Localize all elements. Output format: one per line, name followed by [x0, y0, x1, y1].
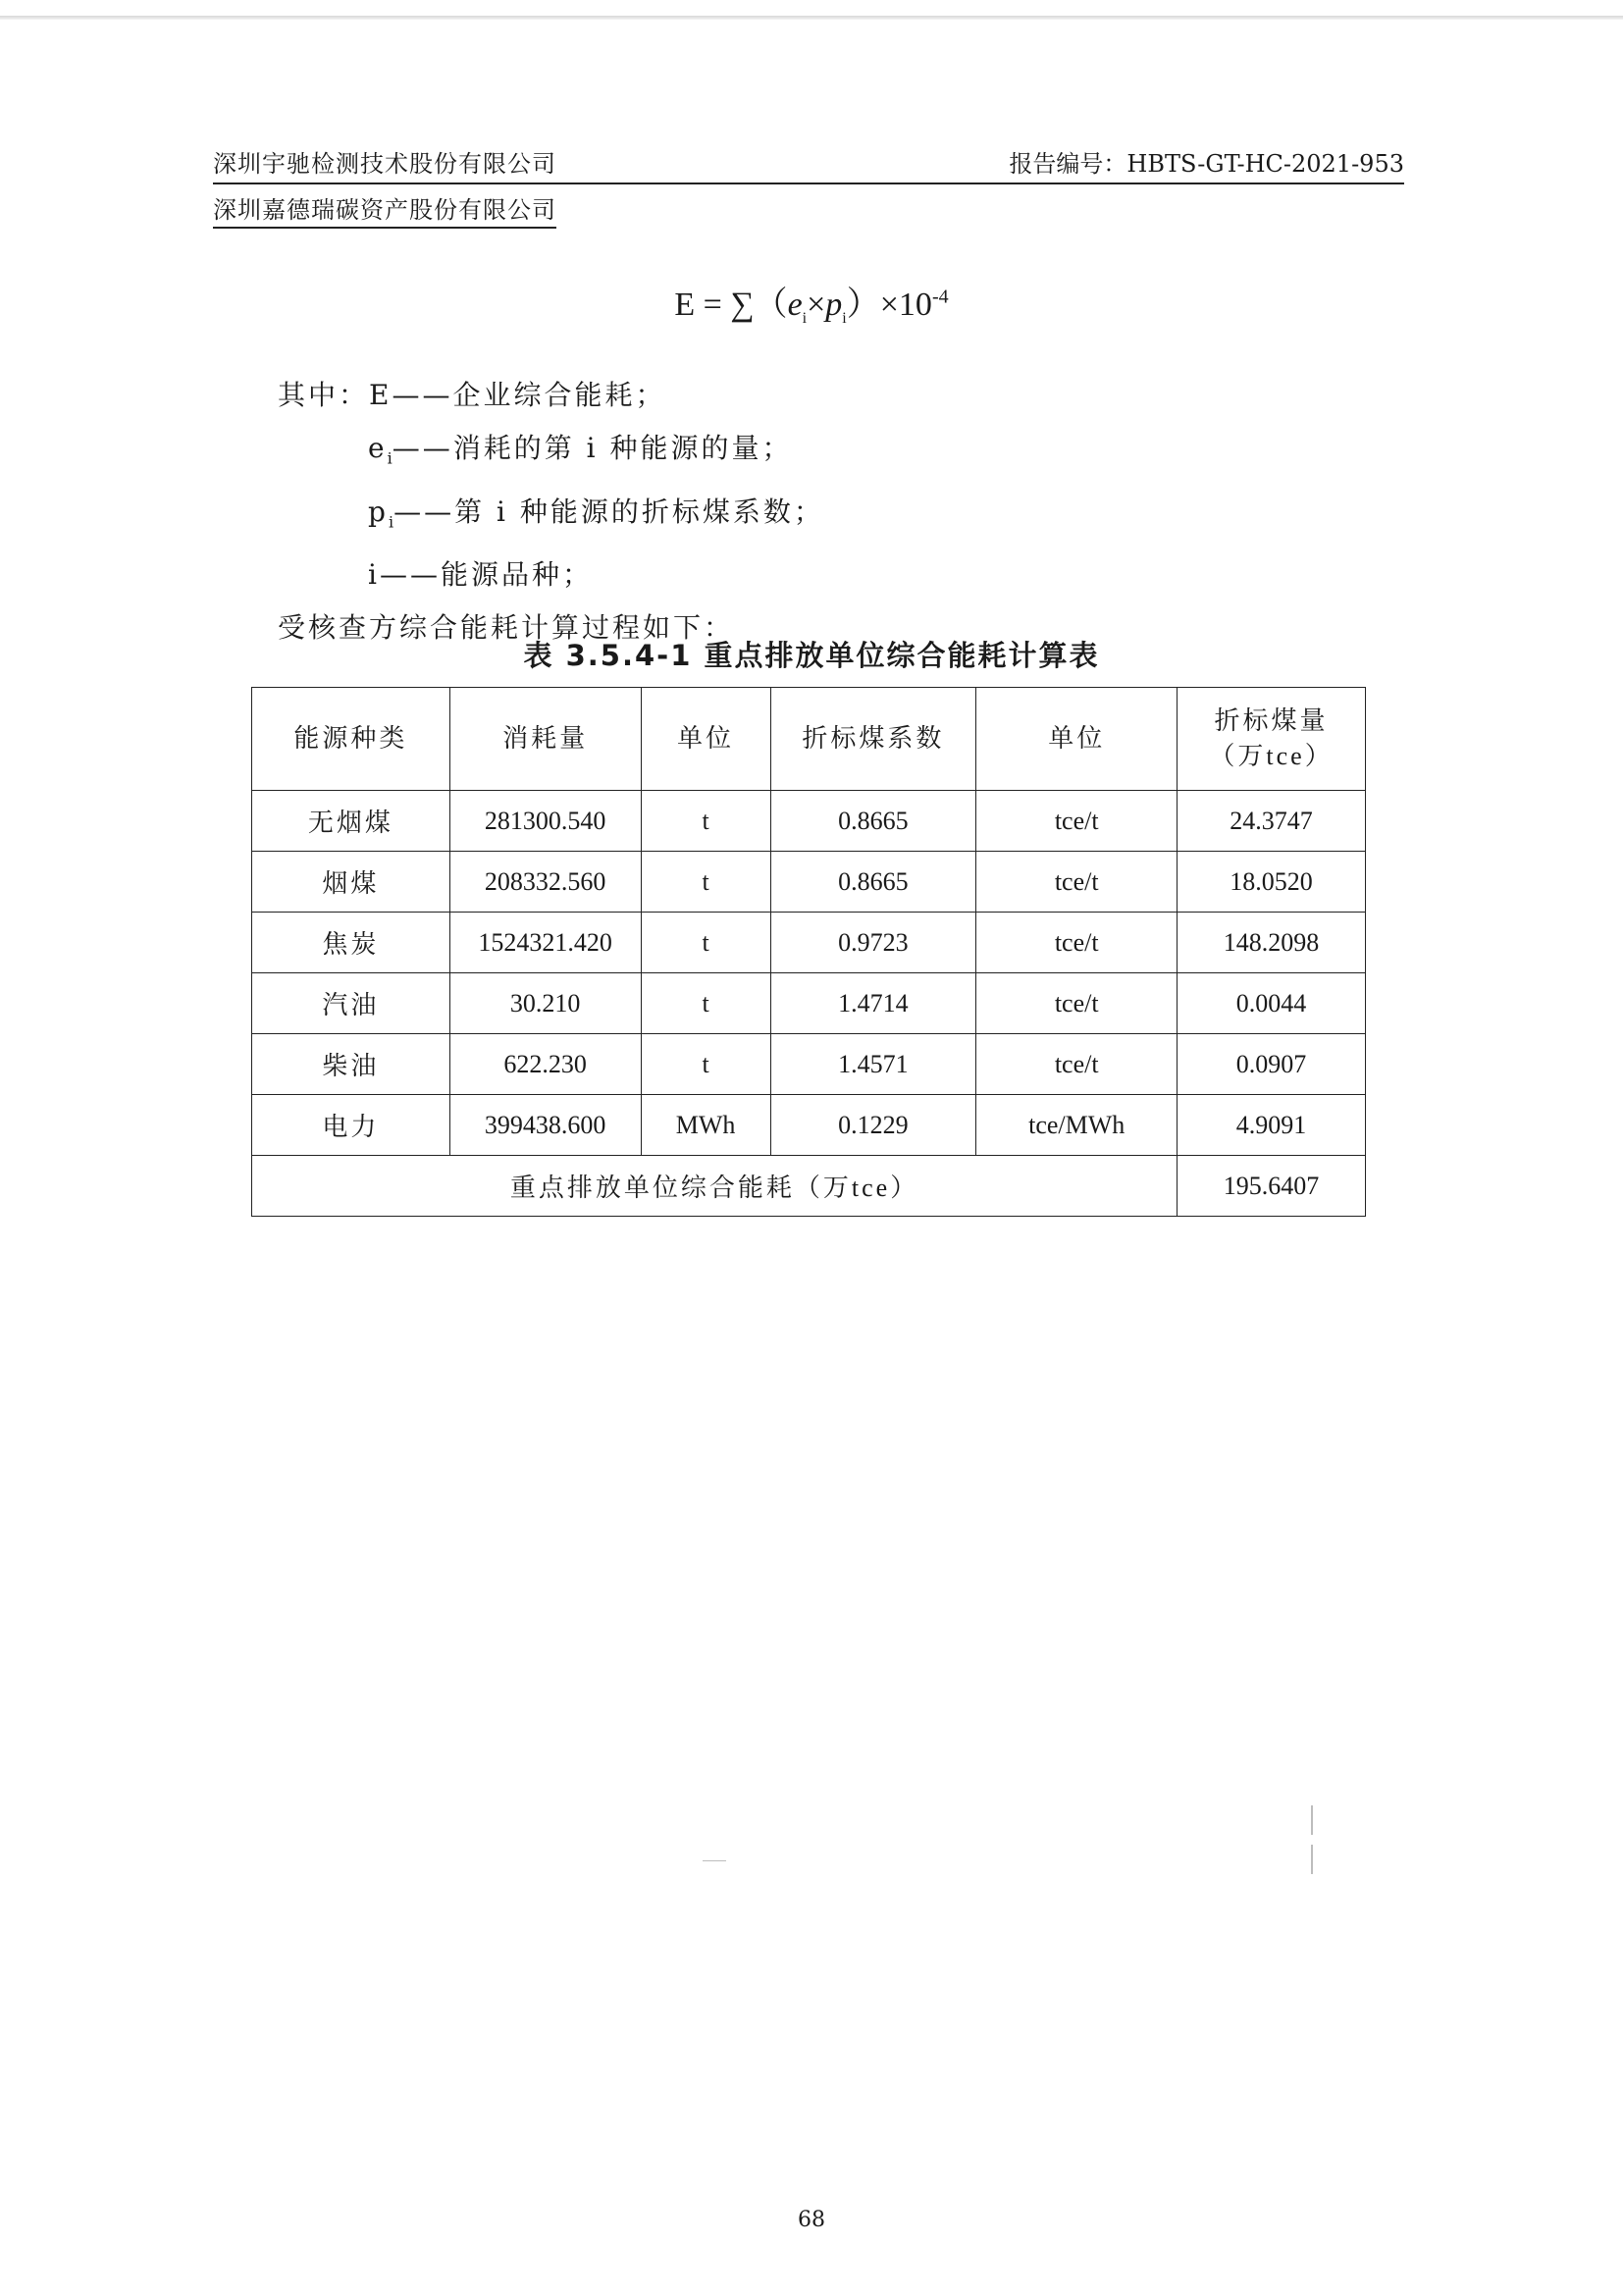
- cell-standard-coal: 148.2098: [1178, 913, 1366, 973]
- def-p-line: [278, 486, 824, 549]
- cell-coefficient: 0.9723: [770, 913, 976, 973]
- col-header-standard-coal: [1178, 688, 1366, 791]
- cell-consumption: 1524321.420: [449, 913, 641, 973]
- col-header-standard-coal-line2: （万tce）: [1209, 742, 1334, 770]
- cell-coef-unit: tce/MWh: [976, 1095, 1178, 1156]
- page-header: [213, 147, 1404, 224]
- def-i-line: i——能源品种；: [368, 558, 593, 592]
- col-header-coefficient: 折标煤系数: [770, 688, 976, 791]
- company-name-1: 深圳宇驰检测技术股份有限公司: [213, 150, 556, 178]
- formula-definitions: [278, 369, 824, 654]
- cell-unit: t: [641, 791, 770, 852]
- cell-coef-unit: tce/t: [976, 852, 1178, 913]
- cell-unit: t: [641, 913, 770, 973]
- def-p-text: ——第 i 种能源的折标煤系数；: [393, 495, 824, 528]
- cell-coef-unit: tce/t: [976, 913, 1178, 973]
- cell-consumption: 399438.600: [449, 1095, 641, 1156]
- formula-p: p: [825, 287, 843, 323]
- def-prefix: 其中：: [278, 379, 370, 411]
- cell-unit: t: [641, 1034, 770, 1095]
- scan-edge: [0, 16, 1623, 20]
- cell-coefficient: 0.1229: [770, 1095, 976, 1156]
- table-row: [252, 1034, 1366, 1095]
- energy-table: [251, 687, 1366, 1217]
- cell-energy-type: 汽油: [252, 973, 450, 1034]
- cell-coefficient: 0.8665: [770, 791, 976, 852]
- scan-speck: [1311, 1805, 1313, 1835]
- def-e-text: ——消耗的第 i 种能源的量；: [392, 432, 793, 464]
- def-E: E——企业综合能耗；: [369, 379, 666, 411]
- cell-unit: t: [641, 973, 770, 1034]
- table-row: [252, 973, 1366, 1034]
- col-header-unit: 单位: [641, 688, 770, 791]
- cell-unit: MWh: [641, 1095, 770, 1156]
- cell-energy-type: 烟煤: [252, 852, 450, 913]
- def-e-main: e: [368, 432, 388, 464]
- cell-coefficient: 0.8665: [770, 852, 976, 913]
- def-e-line: [278, 422, 824, 486]
- cell-unit: t: [641, 852, 770, 913]
- cell-standard-coal: 24.3747: [1178, 791, 1366, 852]
- table-row: [252, 852, 1366, 913]
- total-label: 重点排放单位综合能耗（万tce）: [252, 1156, 1178, 1217]
- process-intro: 受核查方综合能耗计算过程如下：: [278, 611, 735, 645]
- cell-coef-unit: tce/t: [976, 1034, 1178, 1095]
- cell-consumption: 281300.540: [449, 791, 641, 852]
- def-E-line: [278, 369, 824, 422]
- cell-energy-type: 柴油: [252, 1034, 450, 1095]
- cell-standard-coal: 4.9091: [1178, 1095, 1366, 1156]
- formula-e-sub: i: [802, 309, 808, 327]
- cell-energy-type: 电力: [252, 1095, 450, 1156]
- table-header-row: [252, 688, 1366, 791]
- scan-speck: [1311, 1845, 1313, 1874]
- col-header-energy-type: 能源种类: [252, 688, 450, 791]
- cell-consumption: 30.210: [449, 973, 641, 1034]
- table-row: [252, 913, 1366, 973]
- cell-energy-type: 焦炭: [252, 913, 450, 973]
- col-header-coef-unit: 单位: [976, 688, 1178, 791]
- energy-formula: [0, 277, 1623, 328]
- col-header-consumption: 消耗量: [449, 688, 641, 791]
- formula-p-sub: i: [842, 309, 847, 327]
- cell-coefficient: 1.4571: [770, 1034, 976, 1095]
- formula-exp: -4: [931, 286, 949, 308]
- report-number: 报告编号：HBTS-GT-HC-2021-953: [1009, 150, 1404, 178]
- table-row: [252, 1095, 1366, 1156]
- page-number: 68: [798, 2208, 825, 2232]
- cell-standard-coal: 0.0044: [1178, 973, 1366, 1034]
- total-value: 195.6407: [1178, 1156, 1366, 1217]
- cell-consumption: 208332.560: [449, 852, 641, 913]
- cell-standard-coal: 0.0907: [1178, 1034, 1366, 1095]
- cell-standard-coal: 18.0520: [1178, 852, 1366, 913]
- formula-lhs: E = ∑（: [674, 287, 788, 323]
- company-name-2-wrap: [213, 190, 556, 229]
- def-e-sub: i: [387, 448, 393, 468]
- formula-e: e: [787, 287, 803, 323]
- formula-rhs: ）×10: [846, 287, 932, 323]
- def-p-sub: i: [388, 512, 394, 532]
- header-row: [213, 147, 1404, 184]
- table-row: [252, 791, 1366, 852]
- table-title: 表 3.5.4-1 重点排放单位综合能耗计算表: [523, 639, 1100, 672]
- cell-consumption: 622.230: [449, 1034, 641, 1095]
- cell-coef-unit: tce/t: [976, 973, 1178, 1034]
- cell-coefficient: 1.4714: [770, 973, 976, 1034]
- scan-speck: [703, 1860, 726, 1861]
- col-header-standard-coal-line1: 折标煤量: [1214, 706, 1329, 735]
- formula-times: ×: [807, 287, 826, 323]
- cell-coef-unit: tce/t: [976, 791, 1178, 852]
- def-p-main: p: [368, 495, 389, 528]
- company-name-2: 深圳嘉德瑞碳资产股份有限公司: [213, 190, 556, 229]
- table-total-row: [252, 1156, 1366, 1217]
- cell-energy-type: 无烟煤: [252, 791, 450, 852]
